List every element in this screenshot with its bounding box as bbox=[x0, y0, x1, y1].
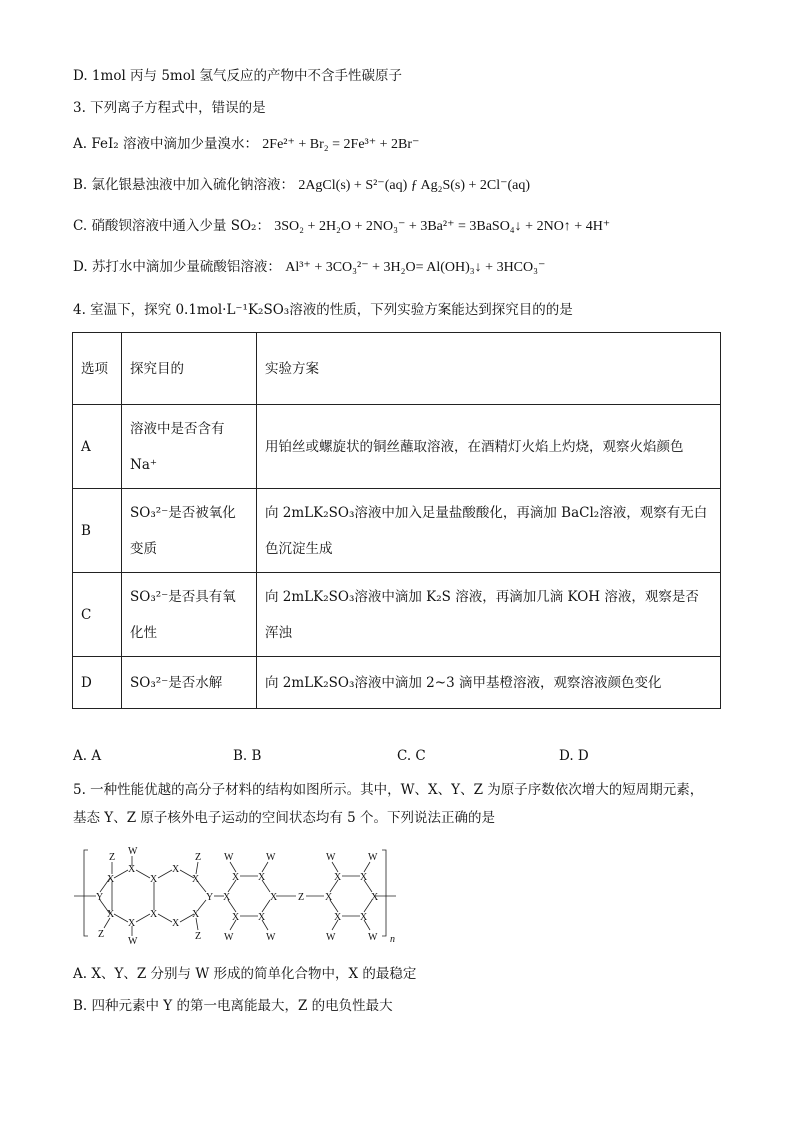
row-plan: 向 2mLK₂SO₃溶液中滴加 K₂S 溶液，再滴加几滴 KOH 溶液，观察是否浑浊 bbox=[257, 573, 721, 657]
atom-label: Z bbox=[195, 852, 202, 863]
q4-stem: 4. 室温下，探究 0.1mol·L⁻¹K₂SO₃溶液的性质，下列实验方案能达到探究目的的是 bbox=[73, 302, 573, 318]
atom-label: Z bbox=[109, 852, 116, 863]
atom-label: X bbox=[325, 892, 333, 903]
header-option: 选项 bbox=[73, 333, 122, 405]
atom-label: W bbox=[326, 852, 336, 863]
atom-label: X bbox=[334, 912, 342, 923]
row-option: B bbox=[73, 489, 122, 573]
atom-label: X bbox=[270, 892, 278, 903]
q3-c-text: 硝酸钡溶液中通入少量 SO₂： bbox=[91, 218, 270, 234]
atom-label: X bbox=[334, 872, 342, 883]
atom-label: X bbox=[150, 909, 158, 920]
q3-d-equation: Al³⁺ + 3CO₃²⁻ + 3H₂O= Al(OH)₃↓ + 3HCO₃⁻ bbox=[285, 260, 546, 275]
q5-stem-line1: 5. 一种性能优越的高分子材料的结构如图所示。其中，W、X、Y、Z 为原子序数依次增大的短周期元素， bbox=[73, 782, 704, 798]
row-goal: SO₃²⁻是否被氧化变质 bbox=[122, 489, 257, 573]
table-row bbox=[73, 573, 721, 657]
atom-label: W bbox=[326, 932, 336, 943]
atom-label: W bbox=[266, 852, 276, 863]
atom-label: X bbox=[128, 864, 136, 875]
row-plan: 用铂丝或螺旋状的铜丝蘸取溶液，在酒精灯火焰上灼烧，观察火焰颜色 bbox=[257, 405, 721, 489]
atom-label: X bbox=[192, 909, 200, 920]
polymer-structure-diagram bbox=[74, 842, 404, 946]
q4-option-a: A. A bbox=[73, 748, 102, 764]
row-option: C bbox=[73, 573, 122, 657]
row-goal: SO₃²⁻是否水解 bbox=[122, 657, 257, 709]
q3-option-d bbox=[73, 257, 545, 278]
q3-option-b bbox=[73, 175, 530, 196]
atom-label: W bbox=[368, 852, 378, 863]
q3-stem: 3. 下列离子方程式中，错误的是 bbox=[73, 100, 266, 116]
q5-option-b: B. 四种元素中 Y 的第一电离能最大，Z 的电负性最大 bbox=[73, 998, 393, 1014]
atom-label: X bbox=[258, 872, 266, 883]
atom-label: X bbox=[232, 872, 240, 883]
q3-c-equation: 3SO₂ + 2H₂O + 2NO₃⁻ + 3Ba²⁺ = 3BaSO₄↓ + 2NO↑ + 4H⁺ bbox=[274, 219, 611, 234]
atom-label: X bbox=[223, 892, 231, 903]
atom-label: X bbox=[150, 874, 158, 885]
q4-option-c: C. C bbox=[397, 748, 426, 764]
q3-d-text: 苏打水中滴加少量硫酸铝溶液： bbox=[91, 259, 281, 275]
atom-label: W bbox=[224, 932, 234, 943]
atom-label: W bbox=[368, 932, 378, 943]
atom-label: X bbox=[360, 912, 368, 923]
atom-label: W bbox=[128, 936, 138, 946]
table-header-row bbox=[73, 333, 721, 405]
q3-a-label: A. bbox=[73, 136, 88, 152]
q3-b-text: 氯化银悬浊液中加入硫化钠溶液： bbox=[91, 177, 295, 193]
row-plan: 向 2mLK₂SO₃溶液中滴加 2~3 滴甲基橙溶液，观察溶液颜色变化 bbox=[257, 657, 721, 709]
atom-label: Y bbox=[206, 892, 214, 903]
atom-label: X bbox=[232, 912, 240, 923]
q4-option-b: B. B bbox=[233, 748, 262, 764]
q3-option-c bbox=[73, 216, 610, 237]
q3-c-label: C. bbox=[73, 218, 88, 234]
q3-option-a bbox=[73, 134, 419, 155]
atom-label: X bbox=[172, 918, 180, 929]
q3-a-equation: 2Fe²⁺ + Br₂ = 2Fe³⁺ + 2Br⁻ bbox=[262, 137, 420, 152]
atom-label: W bbox=[224, 852, 234, 863]
table-row bbox=[73, 657, 721, 709]
atom-label: W bbox=[128, 846, 138, 857]
row-plan: 向 2mLK₂SO₃溶液中加入足量盐酸酸化，再滴加 BaCl₂溶液，观察有无白色沉淀生成 bbox=[257, 489, 721, 573]
atom-label: X bbox=[107, 874, 115, 885]
atom-label: X bbox=[360, 872, 368, 883]
row-goal: SO₃²⁻是否具有氧化性 bbox=[122, 573, 257, 657]
q5-stem-line2: 基态 Y、Z 原子核外电子运动的空间状态均有 5 个。下列说法正确的是 bbox=[73, 810, 496, 826]
prev-option-d: D. 1mol 丙与 5mol 氢气反应的产物中不含手性碳原子 bbox=[73, 68, 402, 84]
row-option: D bbox=[73, 657, 122, 709]
row-goal: 溶液中是否含有 Na⁺ bbox=[122, 405, 257, 489]
q3-a-text: FeI₂ 溶液中滴加少量溴水： bbox=[91, 136, 258, 152]
atom-label: Z bbox=[98, 929, 105, 940]
q3-d-label: D. bbox=[73, 259, 88, 275]
table-row bbox=[73, 489, 721, 573]
atom-label: X bbox=[107, 909, 115, 920]
header-plan: 实验方案 bbox=[257, 333, 721, 405]
atom-z-linker: Z bbox=[298, 892, 305, 903]
q5-option-a: A. X、Y、Z 分别与 W 形成的简单化合物中，X 的最稳定 bbox=[73, 966, 417, 982]
table-row bbox=[73, 405, 721, 489]
atom-label: Z bbox=[195, 931, 202, 942]
q4-option-d: D. D bbox=[559, 748, 589, 764]
atom-y-label: Y bbox=[96, 892, 104, 903]
row-option: A bbox=[73, 405, 122, 489]
repeat-subscript-n: n bbox=[390, 934, 395, 945]
atom-label: X bbox=[172, 864, 180, 875]
q3-b-equation: 2AgCl(s) + S²⁻(aq) ƒ Ag₂S(s) + 2Cl⁻(aq) bbox=[298, 178, 531, 193]
header-goal: 探究目的 bbox=[122, 333, 257, 405]
q4-table bbox=[72, 332, 721, 709]
q3-b-label: B. bbox=[73, 177, 88, 193]
atom-label: X bbox=[371, 892, 379, 903]
atom-label: X bbox=[192, 874, 200, 885]
atom-label: X bbox=[128, 918, 136, 929]
atom-label: X bbox=[258, 912, 266, 923]
atom-label: W bbox=[266, 932, 276, 943]
